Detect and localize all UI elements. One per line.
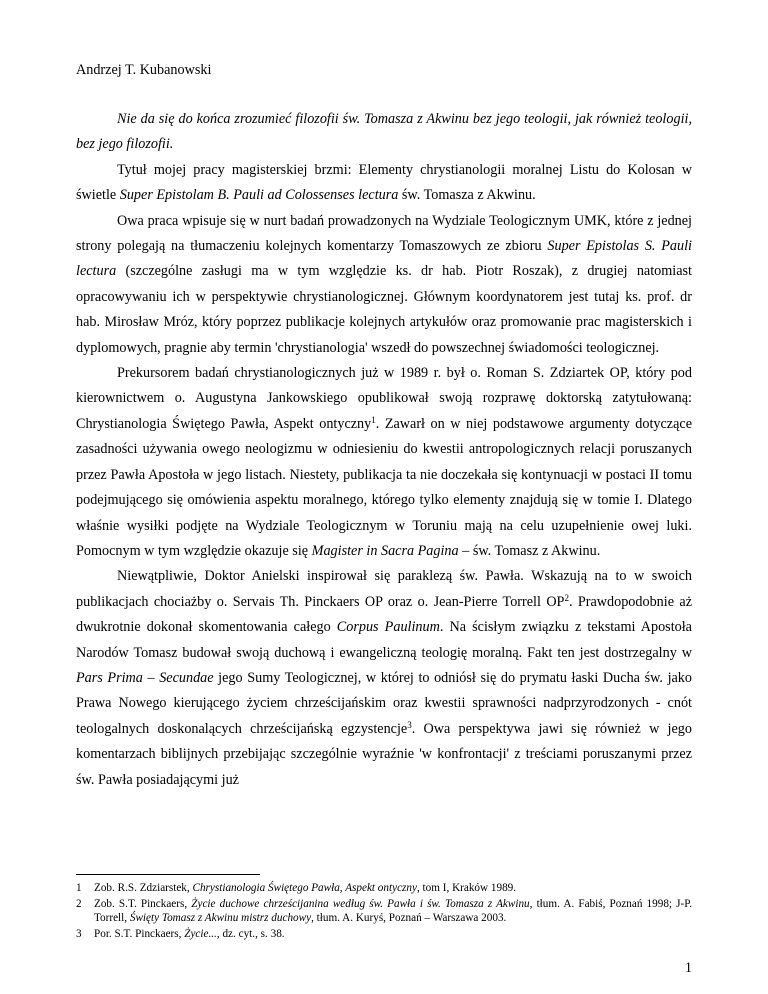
footnote-title: Święty Tomasz z Akwinu mistrz duchowy — [129, 912, 312, 924]
footnote-3 — [76, 927, 692, 941]
document-body — [76, 107, 692, 793]
footnote-divider — [76, 874, 260, 875]
page-number: 1 — [684, 960, 692, 976]
footnote-text: Por. S.T. Pinckaers, — [94, 928, 185, 940]
paragraph-4 — [76, 564, 692, 793]
author-name: Andrzej T. Kubanowski — [76, 62, 212, 78]
paragraph-1-text-a: Tytuł mojej pracy magisterskiej brzmi: Elementy chrystianologii moralnej Listu do Kolosan w świetle — [76, 161, 692, 204]
footnote-title: Życie duchowe chrześcijanina według św. Pawła i św. Tomasza z Akwinu — [191, 898, 530, 910]
paragraph-4-text-a: Niewątpliwie, Doktor Anielski inspirował się paraklezą św. Pawła. Wskazują na to w swoich publikacjach chociażby o. Servais Th. Pinckaers OP oraz o. Jean-Pierre Torrell OP — [76, 568, 692, 610]
paragraph-1-title-italic: Super Epistolam B. Pauli ad Colossenses lectura — [119, 187, 399, 204]
footnote-text: Zob. R.S. Zdziarstek, — [94, 882, 193, 894]
paragraph-2-text-c: (szczególne zasługi ma w tym względzie ks. dr hab. Piotr Roszak), z drugiej natomiast opracowywaniu ich w perspektywie chrystianologicznej. Głównym koordynatorem jest tutaj ks. prof. dr hab. Mirosław Mróz, który poprzez publikacje kolejnych artykułów oraz promowanie prac magisterskich i dyplomowych, pragnie aby termin 'chrystianologia' wszedł do powszechnej świadomości teologicznej. — [76, 263, 692, 356]
paragraph-4-text-d: . Na ścisłym związku z tekstami Apostoła Narodów Tomasz budował swoją duchową i ewangeliczną teologię moralną. Fakt ten jest dostrzegalny w — [76, 619, 692, 661]
footnote-ref-2[interactable]: 2 — [564, 592, 569, 603]
footnote-ref-1[interactable]: 1 — [371, 414, 376, 425]
footnotes — [76, 881, 692, 943]
footnote-number: 3 — [76, 928, 82, 940]
footnote-text: , tłum. A. Fabiś, Poznań 1998; J-P. Torrell, — [94, 898, 692, 924]
footnote-1 — [76, 881, 692, 895]
paragraph-2-text-a: Owa praca wpisuje się w nurt badań prowadzonych na Wydziale Teologicznym UMK, które z jednej strony polegają na tłumaczeniu kolejnych komentarzy Tomaszowych ze zbioru — [76, 212, 692, 255]
footnote-text: , tłum. A. Kuryś, Poznań – Warszawa 2003. — [311, 912, 507, 924]
footnote-ref-3[interactable]: 3 — [407, 719, 412, 730]
paragraph-3-text-d: – św. Tomasz z Akwinu. — [458, 542, 601, 559]
paragraph-3-text-b: . Zawarł on w niej podstawowe argumenty dotyczące zasadności używania owego neologizmu w odniesieniu do kwestii antropologicznych relacji poruszanych przez Pawła Apostoła w jego listach. Niestety, publikacja ta nie doczekała się kontynuacji w postaci II tomu podejmującego się omówienia aspektu moralnego, którego tylko elementy znajdują się w tomie I. Dlatego właśnie wysiłki podjęte na Wydziale Teologicznym w Toruniu mają na celu uzupełnienie owej luki. Pomocnym w tym względzie okazuje się — [76, 415, 692, 559]
paragraph-1-text-c: św. Tomasza z Akwinu. — [398, 187, 536, 204]
footnote-title: Chrystianologia Świętego Pawła, Aspekt ontyczny — [192, 882, 417, 894]
document-page — [76, 0, 692, 994]
footnote-number: 1 — [76, 882, 82, 894]
paragraph-2 — [76, 209, 692, 361]
footnote-number: 2 — [76, 898, 82, 910]
paragraph-4-text-f: jego Sumy Teologicznej, w której to odniósł się do prymatu łaski Ducha św. jako Prawa Nowego kierującego życiem chrześcijańskim oraz kwestii sprawności nadprzyrodzonych - cnót teologalnych doskonalących chrześcijańską egzystencje — [76, 669, 692, 737]
footnote-text: , dz. cyt., s. 38. — [216, 928, 285, 940]
paragraph-4-italic-pars: Pars Prima – Secundae — [76, 669, 214, 686]
paragraph-1 — [76, 158, 692, 209]
paragraph-4-text-g: . Owa perspektywa jawi się również w jego komentarzach biblijnych przebijając szczególnie wyraźnie 'w konfrontacji' z treściami poruszanymi przez św. Pawła posiadającymi już — [76, 720, 692, 788]
paragraph-4-text-b: . Prawdopodobnie aż dwukrotnie dokonał skomentowania całego — [76, 593, 692, 636]
paragraph-4-italic-corpus: Corpus Paulinum — [336, 619, 440, 636]
footnote-title: Życie... — [184, 928, 217, 940]
paragraph-3-text-a: Prekursorem badań chrystianologicznych już w 1989 r. był o. Roman S. Zdziartek OP, który pod kierownictwem o. Augustyna Jankowskiego opublikował swoją rozprawę doktorską zatytułowaną: Chrystianologia Świętego Pawła, Aspekt ontyczny — [76, 365, 692, 432]
motto-paragraph: Nie da się do końca zrozumieć filozofii św. Tomasza z Akwinu bez jego teologii, jak również teologii, bez jego filozofii. — [76, 111, 692, 153]
paragraph-3 — [76, 361, 692, 564]
paragraph-2-title-italic: Super Epistolas S. Pauli lectura — [76, 238, 692, 280]
footnote-2 — [76, 897, 692, 925]
paragraph-3-italic: Magister in Sacra Pagina — [311, 542, 459, 559]
footnote-text: Zob. S.T. Pinckaers, — [94, 898, 192, 910]
footnote-text: , tom I, Kraków 1989. — [416, 882, 517, 894]
